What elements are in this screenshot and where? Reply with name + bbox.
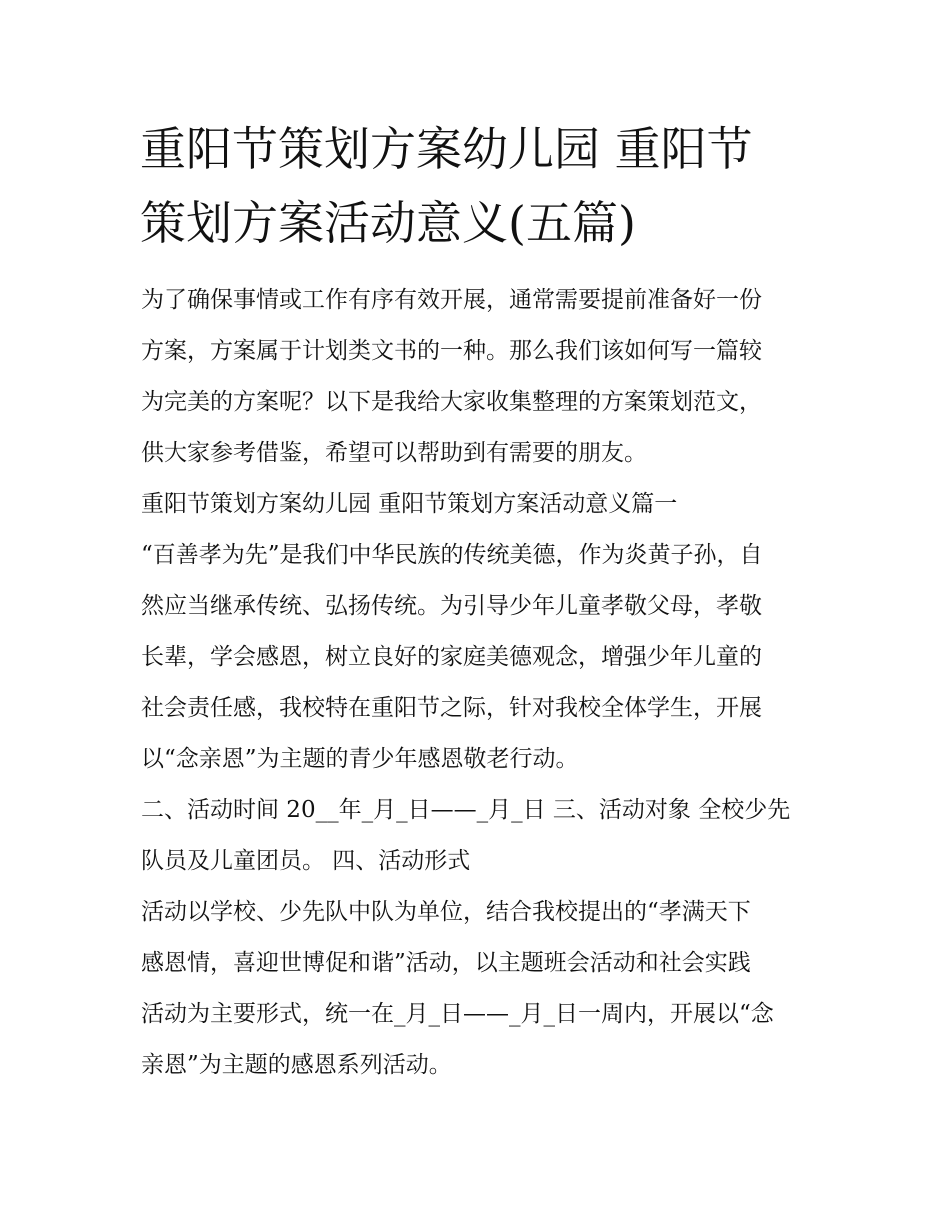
paragraph-line: 亲恩”为主题的感恩系列活动。 (141, 1052, 452, 1078)
paragraph-line: 社会责任感，我校特在重阳节之际，针对我校全体学生，开展 (141, 695, 762, 721)
paragraph-line: 为完美的方案呢？以下是我给大家收集整理的方案策划范文， (141, 389, 762, 415)
paragraph-line: 供大家参考借鉴，希望可以帮助到有需要的朋友。 (141, 440, 647, 466)
paragraph-line: 活动以学校、少先队中队为单位，结合我校提出的“孝满天下 (141, 899, 751, 925)
paragraph-line: 队员及儿童团员。 四、活动形式 (141, 848, 471, 874)
paragraph-line: 以“念亲恩”为主题的青少年感恩敬老行动。 (141, 746, 579, 772)
title-line-1: 重阳节策划方案幼儿园 重阳节 (140, 122, 753, 176)
paragraph-line: 活动为主要形式，统一在_月_日——_月_日一周内，开展以“念 (141, 1001, 774, 1027)
paragraph-line: 长辈，学会感恩，树立良好的家庭美德观念，增强少年儿童的 (141, 644, 762, 670)
section-heading: 重阳节策划方案幼儿园 重阳节策划方案活动意义篇一 (141, 491, 678, 517)
paragraph-line: “百善孝为先”是我们中华民族的传统美德，作为炎黄子孙，自 (141, 542, 763, 568)
document-title (140, 112, 840, 260)
paragraph-line: 方案，方案属于计划类文书的一种。那么我们该如何写一篇较 (141, 338, 762, 364)
paragraph-line: 感恩情，喜迎世博促和谐”活动，以主题班会活动和社会实践 (141, 950, 751, 976)
paragraph-line: 二、活动时间 20__年_月_日——_月_日 三、活动对象 全校少先 (141, 797, 791, 823)
paragraph-line: 为了确保事情或工作有序有效开展，通常需要提前准备好一份 (141, 287, 762, 313)
paragraph-line: 然应当继承传统、弘扬传统。为引导少年儿童孝敬父母，孝敬 (141, 593, 762, 619)
title-line-2: 策划方案活动意义(五篇) (140, 196, 636, 250)
